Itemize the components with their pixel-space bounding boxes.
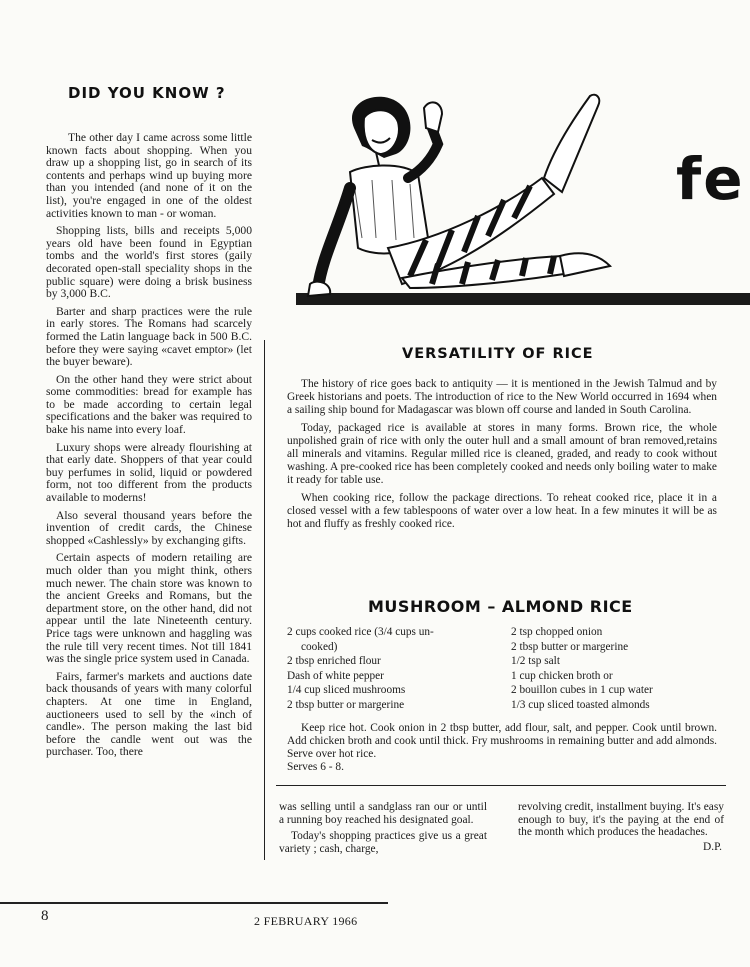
ingredient-item: 1/3 cup sliced toasted almonds — [511, 698, 650, 711]
recipe-method-text: Keep rice hot. Cook onion in 2 tbsp butter, add flour, salt, and pepper. Cook until brown. Add chicken broth and cook until thick. Fry mushrooms in remaining butter and add almonds. Serve over hot rice. — [287, 722, 717, 760]
ingredient-item: cooked) — [301, 640, 338, 653]
ingredient-item: Dash of white pepper — [287, 669, 384, 682]
ingredient-item: 1 cup chicken broth or — [511, 669, 613, 682]
ingredient-item: 1/4 cup sliced mushrooms — [287, 684, 406, 697]
left-paragraph: Luxury shops were already flourishing at that early date. Shoppers of that year could buy perfumes in solid, liquid or powdered form, not too different from the products available to moderns! — [46, 440, 252, 505]
recipe-serves: Serves 6 - 8. — [287, 761, 344, 774]
recipe-method — [287, 722, 717, 774]
ingredient-item: 2 bouillon cubes in 1 cup water — [511, 684, 653, 697]
bottom-paragraph: was selling until a sandglass ran our or until a running boy reached his designated goal. — [279, 801, 487, 826]
bottom-paragraph: Today's shopping practices give us a great variety ; cash, charge, — [279, 830, 487, 855]
ingredient-item: 1/2 tsp salt — [511, 655, 560, 668]
banner-text: fe — [676, 145, 745, 213]
ingredient-item: 2 tbsp enriched flour — [287, 655, 381, 668]
left-paragraph: Certain aspects of modern retailing are much older than you might think, others much newer. The chain store was known to the ancient Greeks and Romans, but the department store, on the other hand, did not appear until the late Nineteenth century. Price tags were unknown and haggling was the rule till very recent times. Not till 1841 was the single price system used in Canada. — [46, 551, 252, 666]
ingredient-item: 2 tsp chopped onion — [511, 626, 603, 638]
left-paragraph: On the other hand they were strict about some commodities: bread for example has to be made according to certain legal specifications and the baker was required to bake his name into every loaf. — [46, 372, 252, 437]
footer-date: 2 FEBRUARY 1966 — [254, 914, 358, 928]
bottom-divider — [276, 785, 726, 786]
rice-body — [287, 378, 717, 537]
rice-heading: VERSATILITY OF RICE — [402, 346, 594, 362]
left-paragraph: The other day I came across some little known facts about shopping. When you draw up a shopping list, go in search of its contents and perhaps wind up buying more than you intended (and none of it on the list), you're engaged in one of the oldest activities known to man - or woman. — [46, 131, 252, 220]
rice-paragraph: When cooking rice, follow the package directions. To reheat cooked rice, place it in a closed vessel with a few tablespoons of water over a low heat. In a few minutes it will be as hot and fluffy as freshly cooked rice. — [287, 492, 717, 530]
left-paragraph: Fairs, farmer's markets and auctions date back thousands of years with many colorful chapters. At one time in England, auctioneers used to sell by the «inch of candle». The person making the last bid before the candle went out was the purchaser. Too, there — [46, 669, 252, 759]
bottom-column-2 — [518, 801, 724, 853]
left-paragraph: Also several thousand years before the invention of credit cards, the Chinese shopped «Cashlessly» by exchanging gifts. — [46, 508, 252, 547]
ingredient-item: 2 tbsp butter or margerine — [287, 698, 405, 711]
bottom-column-1 — [279, 801, 487, 859]
ingredients-right — [511, 625, 721, 713]
signature: D.P. — [703, 840, 722, 853]
left-paragraph: Barter and sharp practices were the rule in early stores. The Romans had scarcely formed the Latin language back in 500 B.C. before they were saying «cavet emptor» (let the buyer beware). — [46, 304, 252, 369]
left-column-heading: DID YOU KNOW ? — [68, 84, 226, 102]
rice-paragraph: The history of rice goes back to antiquity — it is mentioned in the Jewish Talmud and by Greek historians and poets. The introduction of rice to the New World occurred in 1694 when a sailing ship bound for Madagascar was blown off course and landed in South Carolina. — [287, 378, 717, 416]
page-number: 8 — [41, 908, 49, 924]
ingredient-item: 2 cups cooked rice (3/4 cups un- — [287, 626, 434, 638]
footer-rule — [0, 902, 388, 904]
ingredient-item: 2 tbsp butter or margerine — [511, 640, 629, 653]
rice-paragraph: Today, packaged rice is available at stores in many forms. Brown rice, the whole unpolished grain of rice with only the outer hull and a small amount of bran removed,retains all minerals and vitamins. Regular milled rice is cleaned, graded, and ready to cook without washing. A pre-cooked rice has been completely cooked and needs only boiling water to make it ready for table use. — [287, 422, 717, 486]
column-divider — [264, 340, 265, 860]
left-column-body — [46, 132, 252, 764]
left-paragraph: Shopping lists, bills and receipts 5,000 years old have been found in Egyptian tombs and the world's first stores (gaily decorated open-stall speciality shops in the public square) were doing a brisk business by 3,000 B.C. — [46, 224, 252, 301]
ingredients-left — [287, 625, 502, 713]
bottom-paragraph: revolving credit, installment buying. It's easy enough to buy, it's the paying at the end of the month which produces the headaches. — [518, 801, 724, 839]
recipe-heading: MUSHROOM – ALMOND RICE — [368, 597, 633, 616]
